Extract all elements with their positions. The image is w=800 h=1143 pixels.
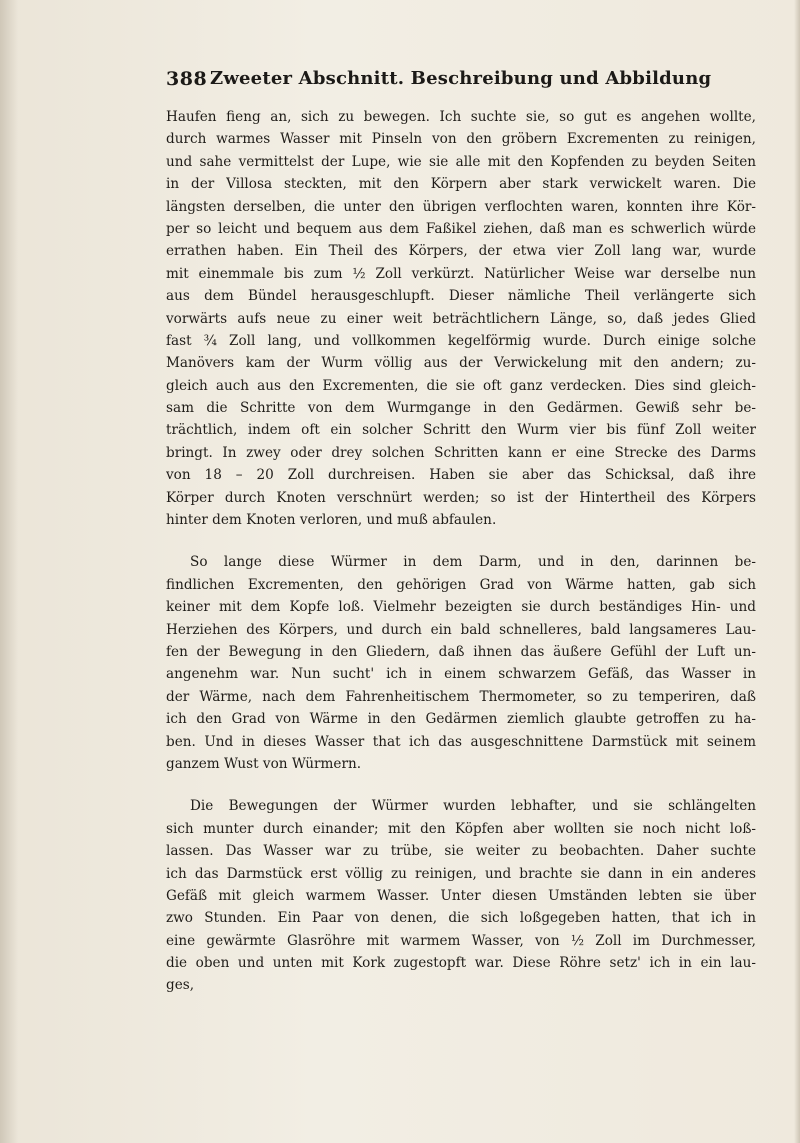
text-line: So lange diese Würmer in dem Darm, und in den, darinnen be- [190,554,756,571]
text-line: fast ¾ Zoll lang, und vollkommen kegelförmig wurde. Durch einige solche [166,332,756,349]
text-line: zwo Stunden. Ein Paar von denen, die sich loßgegeben hatten, that ich in [166,910,756,927]
text-line: bringt. In zwey oder drey solchen Schritten kann er eine Strecke des Darms [166,444,756,461]
paragraph-2 [166,551,756,775]
page-number: 388 [166,68,208,90]
text-line: der Wärme, nach dem Fahrenheitischem Thermometer, so zu temperiren, daß [166,688,756,705]
text-line: trächtlich, indem oft ein solcher Schritt den Wurm vier bis fünf Zoll weiter [166,422,756,439]
text-line: keiner mit dem Kopfe loß. Vielmehr bezeigten sie durch beständiges Hin- und [166,599,756,616]
paragraph-3 [166,795,756,997]
running-head: Zweeter Abschnitt. Beschreibung und Abbildung [210,68,712,89]
text-line: Manövers kam der Wurm völlig aus der Verwickelung mit den andern; zu- [166,355,756,372]
page-header [166,66,756,98]
text-line: durch warmes Wasser mit Pinseln von den gröbern Excrementen zu reinigen, [166,131,756,148]
text-line: sam die Schritte von dem Wurmgange in den Gedärmen. Gewiß sehr be- [166,400,756,417]
text-line: ich den Grad von Wärme in den Gedärmen ziemlich glaubte getroffen zu ha- [166,711,756,728]
text-line: findlichen Excrementen, den gehörigen Grad von Wärme hatten, gab sich [166,576,756,593]
text-line: Körper durch Knoten verschnürt werden; so ist der Hintertheil des Körpers [166,489,756,506]
binding-shadow [0,0,18,1143]
text-line: aus dem Bündel herausgeschlupft. Dieser nämliche Theil verlängerte sich [166,288,756,305]
text-line: fen der Bewegung in den Gliedern, daß ihnen das äußere Gefühl der Luft un- [166,643,756,660]
text-line: Herziehen des Körpers, und durch ein bald schnelleres, bald langsameres Lau- [166,621,756,638]
text-line: von 18 – 20 Zoll durchreisen. Haben sie aber das Schicksal, daß ihre [166,467,756,484]
text-line: Die Bewegungen der Würmer wurden lebhafter, und sie schlängelten [190,798,756,815]
body-text [166,106,756,997]
text-line: errathen haben. Ein Theil des Körpers, der etwa vier Zoll lang war, wurde [166,243,756,260]
text-line: längsten derselben, die unter den übrigen verflochten waren, konnten ihre Kör- [166,198,756,215]
text-line: in der Villosa steckten, mit den Körpern aber stark verwickelt waren. Die [166,176,756,193]
text-line: Gefäß mit gleich warmem Wasser. Unter diesen Umständen lebten sie über [166,887,756,904]
text-line: ich das Darmstück erst völlig zu reinigen, und brachte sie dann in ein anderes [166,865,756,882]
text-line: und sahe vermittelst der Lupe, wie sie alle mit den Kopfenden zu beyden Seiten [166,153,756,170]
text-line: gleich auch aus den Excrementen, die sie oft ganz verdecken. Dies sind gleich- [166,377,756,394]
text-line: mit einemmale bis zum ½ Zoll verkürzt. Natürlicher Weise war derselbe nun [166,265,756,282]
text-line: per so leicht und bequem aus dem Faßikel ziehen, daß man es schwerlich würde [166,220,756,237]
text-line: lassen. Das Wasser war zu trübe, sie weiter zu beobachten. Daher suchte [166,843,756,860]
paragraph-1 [166,106,756,531]
text-line: ges, [166,977,195,994]
text-line: eine gewärmte Glasröhre mit warmem Wasser, von ½ Zoll im Durchmesser, [166,932,756,949]
page-edge [794,0,800,1143]
text-line: vorwärts aufs neue zu einer weit beträchtlichern Länge, so, daß jedes Glied [166,310,756,327]
text-line: angenehm war. Nun sucht' ich in einem schwarzem Gefäß, das Wasser in [166,666,756,683]
text-line: die oben und unten mit Kork zugestopft war. Diese Röhre setz' ich in ein lau- [166,955,756,972]
text-line: hinter dem Knoten verloren, und muß abfaulen. [166,512,497,529]
paragraph-gap [166,531,756,551]
text-line: Haufen fieng an, sich zu bewegen. Ich suchte sie, so gut es angehen wollte, [166,109,756,125]
paragraph-gap [166,775,756,795]
text-line: ben. Und in dieses Wasser that ich das ausgeschnittene Darmstück mit seinem [166,733,756,750]
text-line: ganzem Wust von Würmern. [166,755,362,772]
text-line: sich munter durch einander; mit den Köpfen aber wollten sie noch nicht loß- [166,820,756,837]
